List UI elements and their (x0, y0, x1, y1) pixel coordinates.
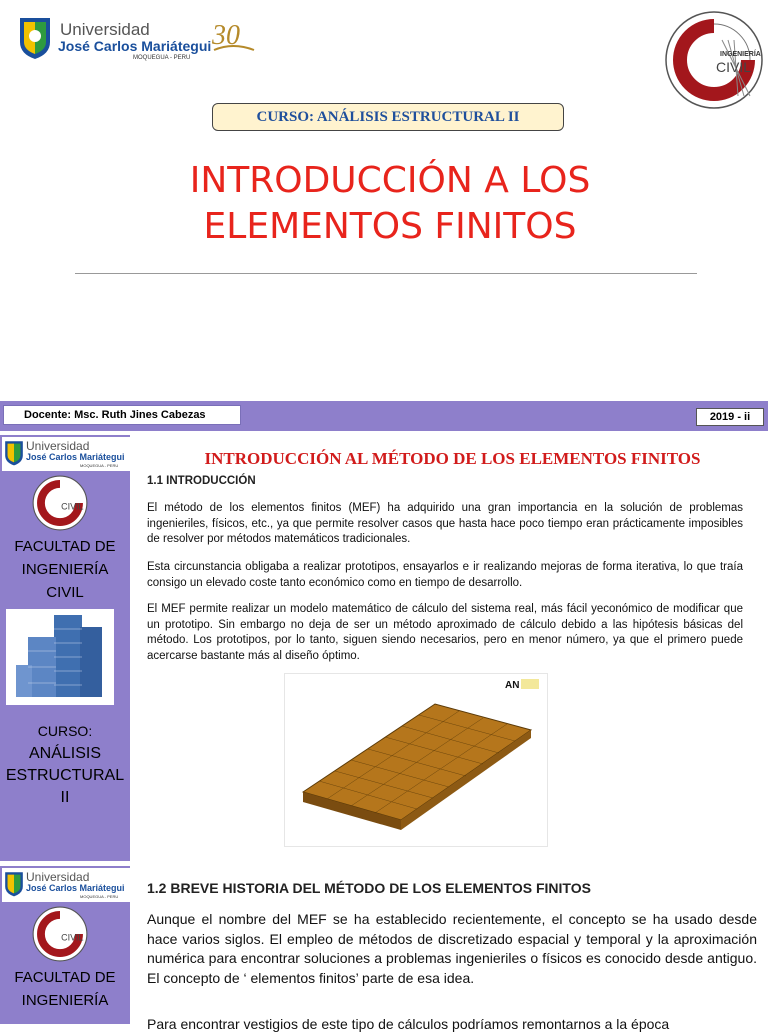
seal-inner-big: CIVIL (716, 59, 752, 75)
title-divider (75, 273, 697, 274)
sidebar-logo-line3: MOQUEGUA - PERU (80, 463, 119, 468)
sidebar-logo-line3: MOQUEGUA - PERU (80, 894, 119, 899)
sidebar (0, 435, 130, 861)
university-shield-icon (4, 439, 24, 467)
faculty-line-1: FACULTAD DE (14, 969, 116, 986)
slide-title (100, 158, 680, 250)
civil-engineering-seal-icon (32, 906, 88, 962)
course-name-line-3: II (60, 789, 70, 806)
logo-line3: MOQUEGUA - PERU (133, 55, 191, 61)
figure-label: AN (505, 680, 520, 691)
sidebar-logo-line2: José Carlos Mariátegui (26, 883, 125, 893)
sidebar-logo-line1: Universidad (26, 439, 90, 453)
fem-mesh-image (285, 674, 547, 846)
university-logo (18, 14, 258, 64)
university-shield-icon (4, 870, 24, 898)
building-model-icon (6, 609, 114, 705)
course-name-line-2: ESTRUCTURAL (5, 767, 125, 784)
logo-line2: José Carlos Mariátegui (58, 38, 212, 54)
title-line-2: ELEMENTOS FINITOS (203, 206, 577, 247)
paragraph-3: El MEF permite realizar un modelo matemático de cálculo del sistema real, más fácil yeconómico de modificar que un prototipo. Sin embargo no deja de ser un método aproximado de cálculo debido a las hipótesis básicas del método. Los prototipos, por lo tanto, siguen siendo necesarios, pero en menor número, ya que el primero puede acercarse bastante más al diseño óptimo. (147, 603, 743, 662)
course-name-line-1: ANÁLISIS (28, 745, 102, 762)
sidebar-course-label: CURSO: (37, 723, 93, 739)
svg-text:CIVIL: CIVIL (61, 501, 84, 512)
civil-engineering-seal-icon (32, 475, 88, 531)
section-subheading: 1.1 INTRODUCCIÓN (147, 475, 256, 487)
sidebar-logo-line2: José Carlos Mariátegui (26, 452, 125, 462)
university-shield-icon (18, 16, 52, 60)
header-bar (0, 401, 768, 431)
title-line-1: INTRODUCCIÓN A LOS (189, 160, 591, 201)
anniversary-30-icon (208, 16, 258, 60)
history-paragraph: Aunque el nombre del MEF se ha establecido recientemente, el concepto se ha usado desde hace varios siglos. El empleo de métodos de discretizado espacial y temporal y la aproximación numérica para encontrar soluciones a problemas ingenieriles o físicos es conocido desde antiguo. El concepto de ‘ elementos finitos’ parte de esa idea. (147, 911, 757, 986)
sidebar-2 (0, 866, 130, 1024)
course-label: CURSO: ANÁLISIS ESTRUCTURAL II (256, 108, 520, 125)
section-heading: INTRODUCCIÓN AL MÉTODO DE LOS ELEMENTOS FINITOS (204, 449, 701, 468)
sidebar-faculty (0, 535, 130, 604)
svg-text:CIVIL: CIVIL (61, 932, 84, 943)
history-heading: 1.2 BREVE HISTORIA DEL MÉTODO DE LOS ELEMENTOS FINITOS (147, 880, 591, 896)
docente-label: Docente: Msc. Ruth Jines Cabezas (3, 405, 241, 425)
sidebar-university-logo (2, 437, 130, 471)
year-label: 2019 - ii (696, 408, 764, 426)
paragraph-1: El método de los elementos finitos (MEF) ha adquirido una gran importancia en la solución de problemas ingenieriles, físicos, etc., ya que permite resolver casos que hasta hace poco tiempo eran prácticamente imposibles de resolver por métodos matemáticos tradicionales. (147, 502, 743, 545)
faculty-line-1: FACULTAD DE (14, 538, 116, 555)
content-slide-2 (0, 866, 768, 1032)
sidebar-course-name (0, 743, 130, 809)
sidebar-logo-line1: Universidad (26, 870, 90, 884)
seal-inner-small: INGENIERÍA (720, 51, 761, 58)
fem-model-figure (284, 673, 548, 847)
faculty-line-3: CIVIL (46, 584, 84, 601)
title-slide (0, 0, 768, 392)
anniversary-number: 30 (212, 20, 240, 51)
course-banner (212, 103, 564, 131)
content-slide-1 (0, 401, 768, 861)
faculty-line-2: INGENIERÍA (21, 561, 109, 578)
logo-line1: Universidad (60, 20, 150, 39)
history-paragraph-2: Para encontrar vestigios de este tipo de cálculos podríamos remontarnos a la época (147, 1016, 670, 1032)
paragraph-2: Esta circunstancia obligaba a realizar prototipos, ensayarlos e ir realizando mejoras de forma iterativa, lo que traía consigo un elevado coste tanto económico como en tiempo de desarrollo. (147, 561, 743, 589)
faculty-line-2: INGENIERÍA (21, 992, 109, 1009)
sidebar-university-logo (2, 868, 130, 902)
civil-engineering-seal-icon (664, 10, 764, 110)
sidebar-faculty (0, 966, 130, 1012)
